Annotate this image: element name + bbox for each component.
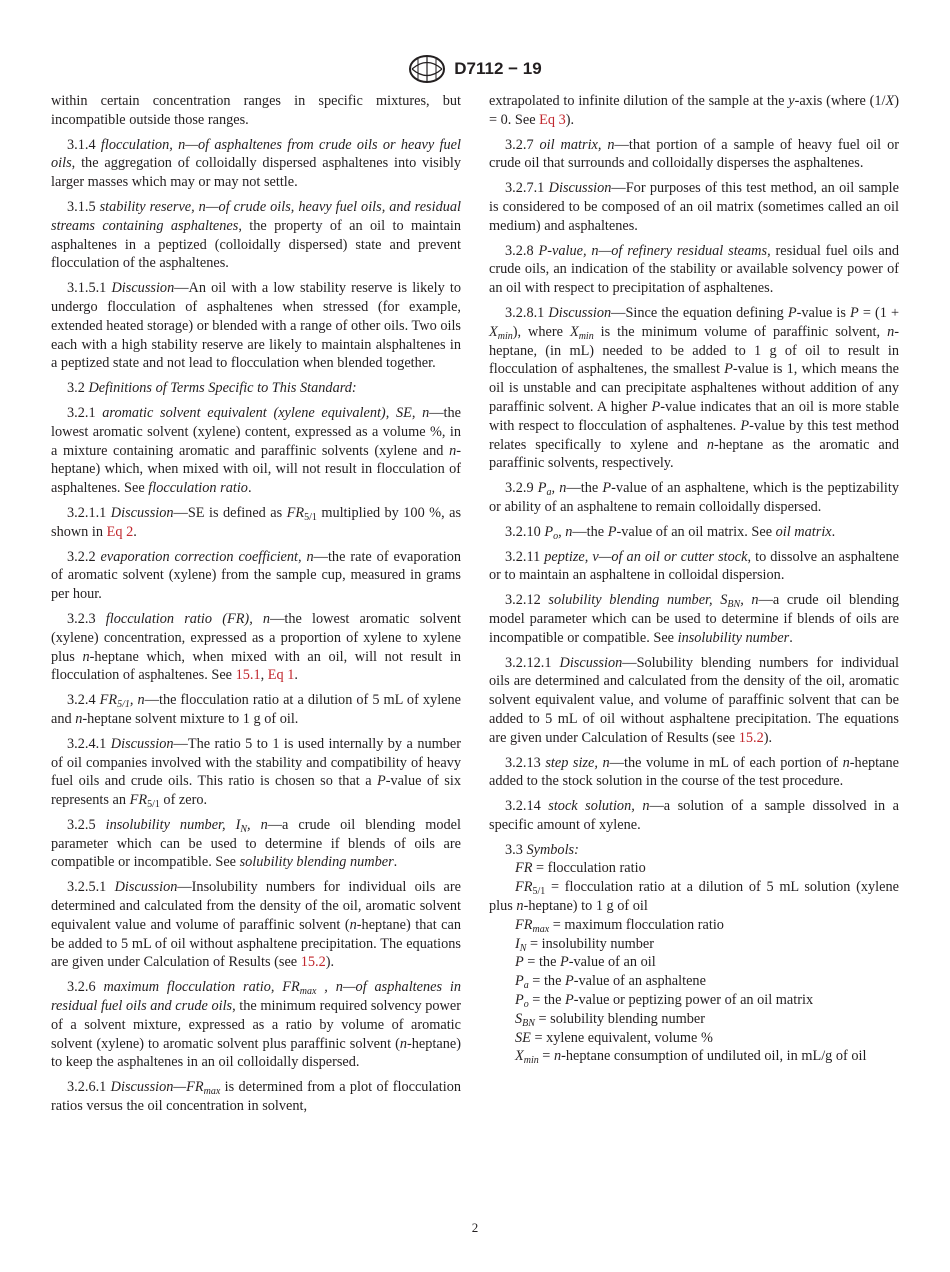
discussion-3-2-6-1: 3.2.6.1 $Discussion—FR_{max}$ is determined from a plot of flocculation ratios versus the oil concentration in solvent, <box>51 1079 462 1115</box>
discussion-3-2-1-1: 3.2.1.1 Discussion—SE is defined as $FR_{5/1}$ multiplied by 100 %, as shown in Eq 2. <box>51 504 462 540</box>
definition-3-2-10: 3.2.10 $P_o$, n—the P-value of an oil matrix. See oil matrix. <box>505 523 836 542</box>
symbol-in: $I_N$ = insolubility number <box>515 935 655 954</box>
section-15-1-link[interactable]: 15.1 <box>235 667 261 684</box>
section-15-2-link[interactable]: 15.2 <box>738 729 764 746</box>
definition-3-1-5: 3.1.5 stability reserve, n—of crude oils, heavy fuel oils, and residual streams containing asphaltenes, the property of an oil to maintain asphaltenes in a peptized (colloidally dispersed) state and prevent flocculation of the asphaltenes. <box>51 198 461 272</box>
section-15-2-link[interactable]: 15.2 <box>300 954 326 971</box>
definition-3-2-3: 3.2.3 flocculation ratio (FR), n—the lowest aromatic solvent (xylene) concentration, expressed as a proportion of xylene to xylene plus n-heptane which, when mixed with an oil, will not result in flocculation of asphaltenes. See 15.1, Eq 1. <box>51 610 461 684</box>
definition-3-2-13: 3.2.13 step size, n—the volume in mL of each portion of n-heptane added to the stock solution in the course of the test procedure. <box>489 754 899 790</box>
discussion-3-2-8-1: 3.2.8.1 Discussion—Since the equation defining P-value is $P = (1 + X_{min})$, where $X_{min}$ is the minimum volume of paraffinic solvent, n-heptane, (in mL) needed to be added to 1 g of oil to result in flocculation of asphaltenes, the smallest P-value is 1, which means the oil is unstable and can precipitate asphaltenes without addition of any paraffinic solvent. A higher P-value indicates that an oil is more stable with respect to flocculation of asphaltenes. P-value by this test method relates specifically to xylene and n-heptane as the aromatic and paraffinic solvents, respectively. <box>489 304 900 472</box>
eq-3-link[interactable]: Eq 3 <box>539 111 566 128</box>
page-header <box>0 54 950 84</box>
definition-3-2-9: 3.2.9 $P_a$, n—the P-value of an asphaltene, which is the peptizability or ability of an asphaltene to remain colloidally dispersed. <box>489 480 899 515</box>
definition-3-2-4: 3.2.4 $FR_{5/1}$, n—the flocculation ratio at a dilution of 5 mL of xylene and n-heptane solvent mixture to 1 g of oil. <box>51 692 462 727</box>
symbol-fr51: $FR_{5/1}$ = flocculation ratio at a dilution of 5 mL solution (xylene plus n-heptane) to 1 g of oil <box>489 879 899 915</box>
definition-3-1-4: 3.1.4 flocculation, n—of asphaltenes from crude oils or heavy fuel oils, the aggregation of colloidally dispersed asphaltenes into visibly larger masses which may or may not settle. <box>51 136 462 191</box>
symbol-sbn: $S_{BN}$ = solubility blending number <box>515 1010 706 1029</box>
section-heading-3-3: 3.3 Symbols: <box>505 841 579 858</box>
symbol-fr: FR = flocculation ratio <box>515 860 646 877</box>
symbol-se: SE = xylene equivalent, volume % <box>515 1029 713 1046</box>
definition-3-2-7: 3.2.7 oil matrix, n—that portion of a sample of heavy fuel oil or crude oil that surrounds and colloidally disperses the asphaltenes. <box>489 136 899 172</box>
discussion-3-2-7-1: 3.2.7.1 Discussion—For purposes of this test method, an oil sample is considered to be composed of an oil matrix (sometimes called an oil medium) and asphaltenes. <box>489 180 899 234</box>
definition-3-2-2: 3.2.2 evaporation correction coefficient, n—the rate of evaporation of aromatic solvent (xylene) from the sample cup, measured in grams per hour. <box>51 548 461 603</box>
paragraph: within certain concentration ranges in specific mixtures, but incompatible outside those ranges. <box>51 93 461 128</box>
eq-2-link[interactable]: Eq 2 <box>106 523 134 540</box>
definition-3-2-1: 3.2.1 aromatic solvent equivalent (xylene equivalent), SE, n—the lowest aromatic solvent (xylene) content, expressed as a volume %, in a mixture containing aromatic and paraffinic solvents (xylene and n-heptane) which, when mixed with oil, will not result in flocculation of asphaltenes. See flocculation ratio. <box>51 404 461 497</box>
symbol-pa: $P_a$ = the P-value of an asphaltene <box>515 973 706 992</box>
discussion-3-2-4-1: 3.2.4.1 Discussion—The ratio 5 to 1 is used internally by a number of oil companies involved with the stability and compatibility of heavy fuel oils and crude oils. This ratio is chosen so that a P-value of six represents an $FR_{5/1}$ of zero. <box>51 735 461 811</box>
astm-logo-icon <box>408 54 446 84</box>
symbol-po: $P_o$ = the P-value or peptizing power of an oil matrix <box>515 992 814 1011</box>
discussion-3-2-5-1: 3.2.5.1 Discussion—Insolubility numbers for individual oils are determined and calculated from the density of the oil, aromatic solvent equivalent value and volume of paraffinic solvent (n-heptane) that can be added to 5 mL of oil without asphaltene precipitation. The equations are given under Calculation of Results (see 15.2). <box>51 879 462 971</box>
symbol-xmin: $X_{min} = n-heptane$ consumption of undiluted oil, in mL/g of oil <box>515 1048 867 1067</box>
section-heading-3-2: 3.2 Definitions of Terms Specific to This Standard: <box>67 380 357 397</box>
definition-3-2-5: 3.2.5 insolubility number, $I_N$, n—a crude oil blending model parameter which can be used to determine if blends of oils are compatible or incompatible. See solubility blending number. <box>51 816 461 871</box>
paragraph: extrapolated to infinite dilution of the sample at the y-axis (where (1/X) = 0. See Eq 3). <box>489 93 899 128</box>
definition-3-2-14: 3.2.14 stock solution, n—a solution of a sample dissolved in a specific amount of xylene. <box>489 798 899 833</box>
right-column <box>489 92 899 1066</box>
document-id: D7112 − 19 <box>454 59 542 78</box>
definition-3-2-6: 3.2.6 maximum flocculation ratio, $FR_{max}$ , n—of asphaltenes in residual fuel oils and crude oils, the minimum required solvency power of a solvent mixture, expressed as a ratio by volume of aromatic solvent (xylene) to aromatic solvent plus paraffinic solvent (n-heptane) to keep the asphaltenes in an oil colloidally dispersed. <box>51 979 462 1071</box>
page-number: 2 <box>471 1220 479 1235</box>
eq-1-link[interactable]: Eq 1 <box>267 667 295 684</box>
symbol-p: P = the P-value of an oil <box>515 954 656 971</box>
symbol-frmax: $FR_{max}$ = maximum flocculation ratio <box>515 916 724 935</box>
left-column <box>51 92 461 1116</box>
definition-3-2-12: 3.2.12 solubility blending number, $S_{BN}$, n—a crude oil blending model parameter which can be used to determine if blends of oils are incompatible or compatible. See insolubility number. <box>489 592 900 646</box>
discussion-3-2-12-1: 3.2.12.1 Discussion—Solubility blending numbers for individual oils are determined and calculated from the density of the oil, aromatic solvent equivalent value, and volume of paraffinic solvent that can be added to 5 mL of oil without asphaltene precipitation. The equations are given under Calculation of Results (see 15.2). <box>489 654 899 746</box>
definition-3-2-11: 3.2.11 peptize, v—of an oil or cutter stock, to dissolve an asphaltene or to maintain an asphaltene in colloidal dispersion. <box>489 548 899 584</box>
discussion-3-1-5-1: 3.1.5.1 Discussion—An oil with a low stability reserve is likely to undergo flocculation of asphaltenes when stressed (for example, extended heated storage) or blended with a range of other oils. Two oils each with a high stability reserve are likely to maintain alsphaltenes in a peptized state and not lead to flocculation when blended together. <box>51 280 462 372</box>
definition-3-2-8: 3.2.8 P-value, n—of refinery residual steams, residual fuel oils and crude oils, an indication of the stability or available solvency power of an oil with respect to precipitation of asphaltenes. <box>489 242 899 297</box>
